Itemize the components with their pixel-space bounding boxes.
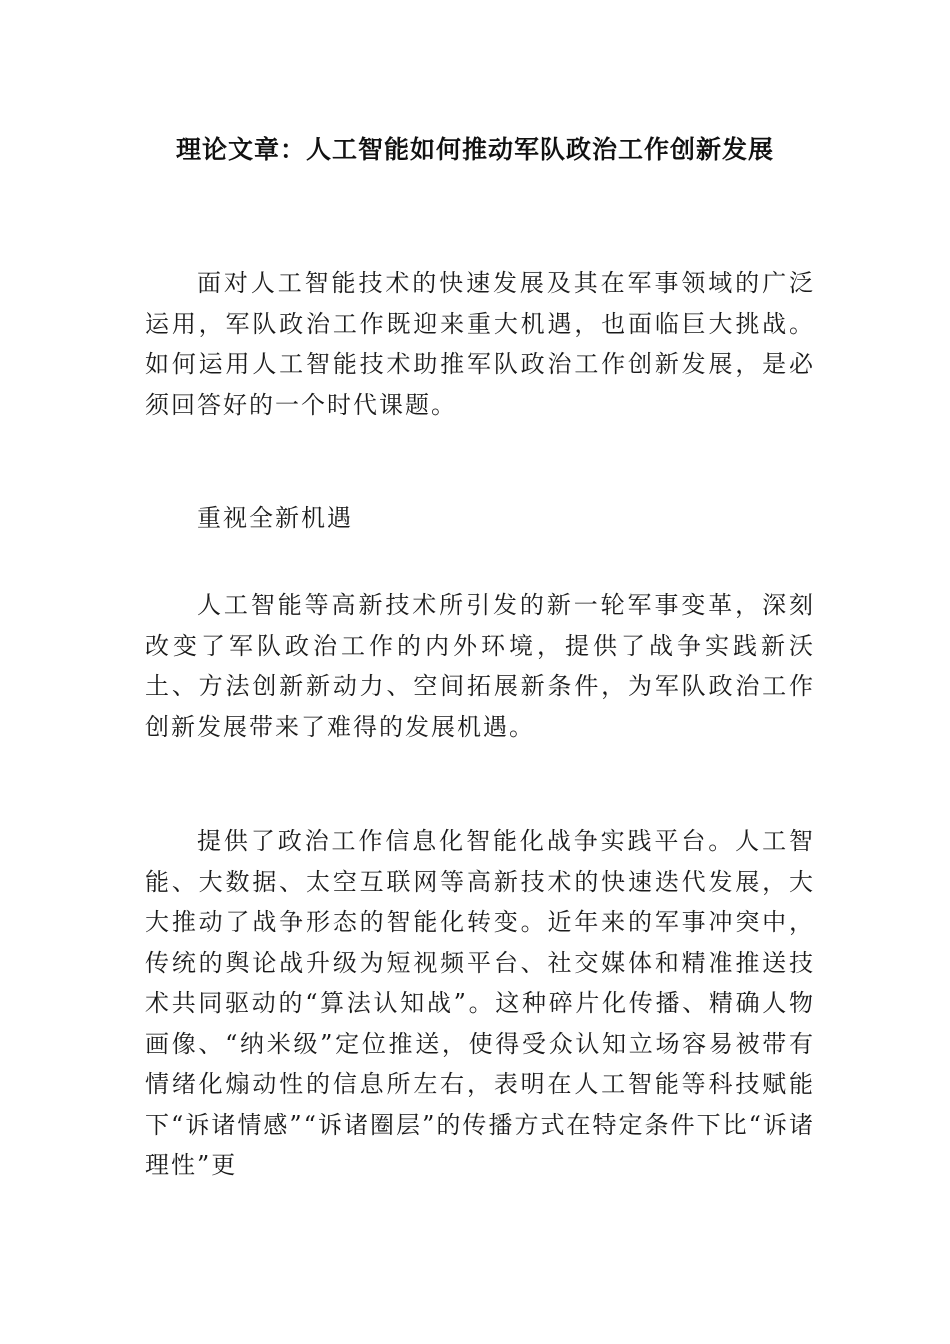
section-heading: 重视全新机遇 [197,504,353,532]
document-title: 理论文章：人工智能如何推动军队政治工作创新发展 [175,135,774,164]
paragraph-opportunity: 人工智能等高新技术所引发的新一轮军事变革，深刻改变了军队政治工作的内外环境，提供了战争实践新沃土、方法创新新动力、空间拓展新条件，为军队政治工作创新发展带来了难得的发展机遇。 [145,591,815,741]
paragraph-platform: 提供了政治工作信息化智能化战争实践平台。人工智能、大数据、太空互联网等高新技术的快速迭代发展，大大推动了战争形态的智能化转变。近年来的军事冲突中，传统的舆论战升级为短视频平台、社交媒体和精准推送技术共同驱动的“算法认知战”。这种碎片化传播、精确人物画像、“纳米级”定位推送，使得受众认知立场容易被带有情绪化煽动性的信息所左右，表明在人工智能等科技赋能下“诉诸情感”“诉诸圈层”的传播方式在特定条件下比“诉诸理性”更 [145,827,815,1179]
paragraph-intro: 面对人工智能技术的快速发展及其在军事领域的广泛运用，军队政治工作既迎来重大机遇，也面临巨大挑战。如何运用人工智能技术助推军队政治工作创新发展，是必须回答好的一个时代课题。 [145,269,815,419]
